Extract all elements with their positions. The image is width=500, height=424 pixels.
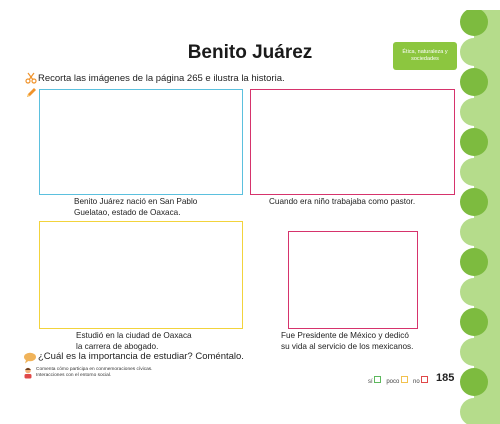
panel-frame-1	[39, 89, 243, 195]
caption-line: Cuando era niño trabajaba como pastor.	[269, 197, 416, 206]
panel-frame-2	[250, 89, 455, 195]
side-scallop	[460, 248, 488, 276]
eval-option[interactable]	[386, 376, 410, 385]
checkbox[interactable]	[421, 376, 428, 383]
side-scallop	[460, 308, 488, 336]
eval-label: poco	[386, 378, 400, 385]
student-icon	[23, 367, 33, 379]
footnote-line: Comenta cómo participa en conmemoraciones cívicas.	[36, 367, 153, 372]
panel-caption-3	[76, 330, 192, 352]
side-scallop	[460, 98, 488, 126]
caption-line: Fue Presidente de México y dedicó	[281, 331, 409, 340]
panel-caption-1	[74, 196, 197, 218]
caption-line: Benito Juárez nació en San Pablo	[74, 197, 198, 206]
discussion-question: ¿Cuál es la importancia de estudiar? Coméntalo.	[38, 351, 244, 362]
side-scallop	[460, 128, 488, 156]
scissors-icon	[25, 72, 37, 84]
speech-bubble-icon	[23, 352, 37, 364]
page-number: 185	[436, 372, 455, 384]
caption-line: Estudió en la ciudad de Oaxaca	[76, 331, 192, 340]
subject-badge: Ética, naturaleza y sociedades	[393, 42, 457, 70]
side-scallop	[460, 278, 488, 306]
side-decoration	[458, 10, 500, 424]
eval-option[interactable]	[368, 376, 383, 385]
panel-caption-4	[281, 330, 413, 352]
eval-label: sí	[368, 378, 373, 385]
side-scallop	[460, 338, 488, 366]
caption-line: la carrera de abogado.	[76, 342, 159, 351]
side-scallop	[460, 68, 488, 96]
side-scallop	[460, 188, 488, 216]
side-scallop	[460, 158, 488, 186]
pencil-icon	[25, 87, 37, 99]
caption-line: su vida al servicio de los mexicanos.	[281, 342, 414, 351]
panel-frame-4	[288, 231, 418, 329]
page-title: Benito Juárez	[187, 42, 313, 63]
panel-frame-3	[39, 221, 243, 329]
eval-label: no	[413, 378, 420, 385]
side-scallop	[460, 368, 488, 396]
eval-option[interactable]	[413, 376, 430, 385]
self-evaluation	[368, 374, 430, 386]
caption-line: Guelatao, estado de Oaxaca.	[74, 208, 181, 217]
side-scallop	[460, 38, 488, 66]
checkbox[interactable]	[374, 376, 381, 383]
side-scallop	[460, 218, 488, 246]
footnote-line: Interacciones con el entorno social.	[36, 373, 112, 378]
instruction-text: Recorta las imágenes de la página 265 e ilustra la historia.	[38, 73, 285, 84]
panel-caption-2	[269, 196, 415, 207]
footnote	[36, 367, 153, 379]
checkbox[interactable]	[401, 376, 408, 383]
